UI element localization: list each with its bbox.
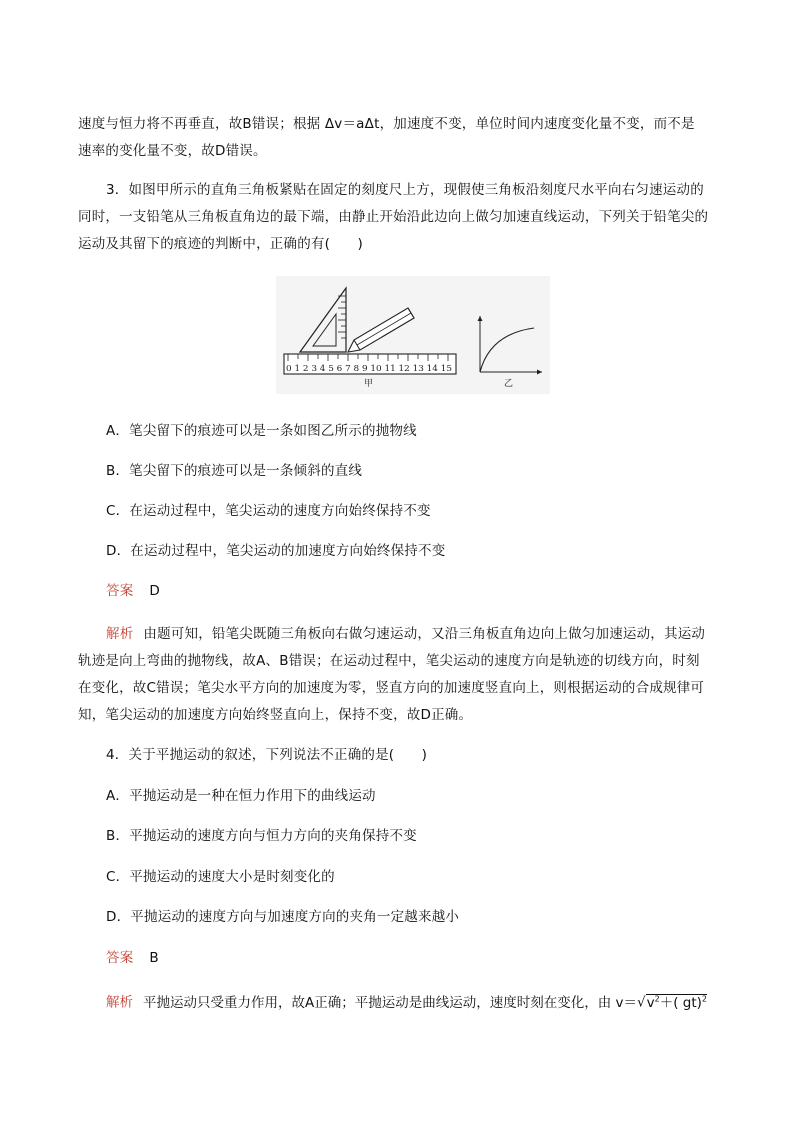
option-a: A．平抛运动是一种在恒力作用下的曲线运动 bbox=[106, 788, 376, 804]
formula-sup: 2 bbox=[654, 994, 660, 1003]
text-line: 速度与恒力将不再垂直，故B错误；根据 Δv＝aΔt，加速度不变，单位时间内速度变化量不变，而不是 bbox=[78, 116, 695, 132]
text-line: 速率的变化量不变，故D错误。 bbox=[78, 143, 267, 159]
answer-value: D bbox=[149, 583, 161, 599]
formula-rest: ＋( gt) bbox=[659, 994, 702, 1011]
label-yi: 乙 bbox=[504, 379, 514, 389]
formula-sup: 2 bbox=[701, 994, 707, 1003]
sqrt-formula: $√v^2+$( gt)$^2$ bbox=[637, 994, 707, 1011]
option-c: C．在运动过程中，笔尖运动的速度方向始终保持不变 bbox=[106, 503, 431, 519]
question-4-stem: 4．关于平抛运动的叙述，下列说法不正确的是( ) bbox=[106, 747, 428, 763]
answer-value: B bbox=[149, 950, 159, 966]
question-3-figure bbox=[276, 276, 550, 394]
label-jia: 甲 bbox=[364, 379, 374, 389]
option-b: B．笔尖留下的痕迹可以是一条倾斜的直线 bbox=[106, 463, 363, 479]
answer-line bbox=[106, 948, 159, 968]
explanation-text: 平抛运动只受重力作用，故A正确；平抛运动是曲线运动，速度时刻在变化，由 v＝ bbox=[143, 994, 638, 1011]
option-c: C．平抛运动的速度大小是时刻变化的 bbox=[106, 869, 335, 885]
option-a: A．笔尖留下的痕迹可以是一条如图乙所示的抛物线 bbox=[106, 423, 417, 439]
explanation-label: 解析 bbox=[106, 626, 134, 642]
explanation-line bbox=[106, 989, 707, 1013]
option-d: D．平抛运动的速度方向与加速度方向的夹角一定越来越小 bbox=[106, 909, 460, 925]
question-3-stem: 运动及其留下的痕迹的判断中，正确的有( ) bbox=[78, 236, 363, 252]
question-3-stem: 3．如图甲所示的直角三角板紧贴在固定的刻度尺上方，现假使三角板沿刻度尺水平向右匀速运动的 bbox=[106, 182, 704, 198]
explanation-text: 轨迹是向上弯曲的抛物线，故A、B错误；在运动过程中，笔尖运动的速度方向是轨迹的切线方向，时刻 bbox=[78, 653, 700, 669]
explanation-text: 由题可知，铅笔尖既随三角板向右做匀速运动，又沿三角板直角边向上做匀加速运动，其运动 bbox=[143, 626, 706, 642]
answer-line bbox=[106, 581, 160, 601]
explanation-line bbox=[106, 624, 705, 644]
ruler-digits: 0 1 2 3 4 5 6 7 8 9 10 11 12 13 14 15 bbox=[286, 364, 452, 373]
explanation-text: 在变化，故C错误；笔尖水平方向的加速度为零，竖直方向的加速度竖直向上，则根据运动的合成规律可 bbox=[78, 680, 705, 696]
figure-svg bbox=[276, 276, 550, 394]
option-d: D．在运动过程中，笔尖运动的加速度方向始终保持不变 bbox=[106, 543, 446, 559]
explanation-label: 解析 bbox=[106, 994, 133, 1011]
formula-v: v bbox=[646, 994, 655, 1011]
answer-label: 答案 bbox=[106, 583, 134, 599]
option-b: B．平抛运动的速度方向与恒力方向的夹角保持不变 bbox=[106, 828, 417, 844]
question-3-stem: 同时，一支铅笔从三角板直角边的最下端，由静止开始沿此边向上做匀加速直线运动，下列关于铅笔尖的 bbox=[78, 209, 709, 225]
answer-label: 答案 bbox=[106, 950, 134, 966]
explanation-text: 知，笔尖运动的加速度方向始终竖直向上，保持不变，故D正确。 bbox=[78, 707, 473, 723]
